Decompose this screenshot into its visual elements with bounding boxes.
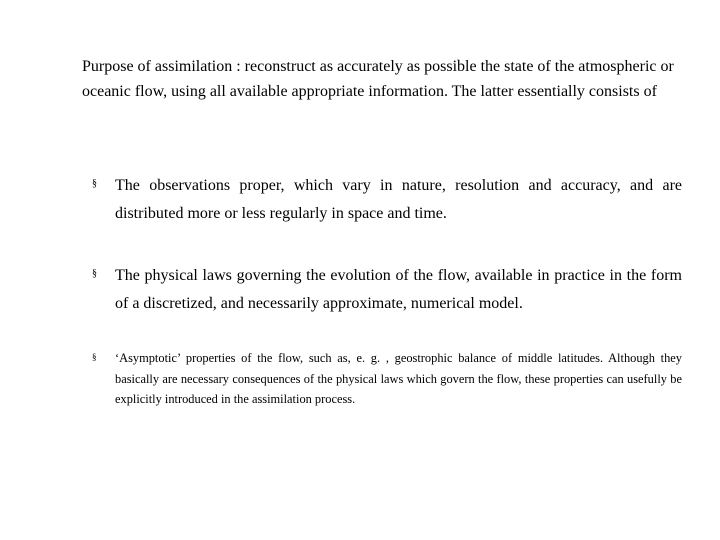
intro-paragraph: Purpose of assimilation : reconstruct as accurately as possible the state of the atmospheric or oceanic flow, using all available appropriate information. The latter essentially consists of	[82, 58, 674, 100]
bullet-text: The observations proper, which vary in nature, resolution and accuracy, and are distributed more or less regularly in space and time.	[115, 177, 682, 222]
bullet-marker: §	[92, 268, 97, 279]
bullet-item-physical-laws	[92, 262, 682, 318]
bullet-marker: §	[92, 178, 97, 189]
bullet-item-asymptotic-properties	[92, 348, 682, 410]
bullet-marker: §	[92, 352, 97, 362]
bullet-item-observations	[92, 172, 682, 228]
bullet-text: ‘Asymptotic’ properties of the flow, such as, e. g. , geostrophic balance of middle latitudes. Although they basically are necessary consequences of the physical laws which govern the flow, these properties can usefully be explicitly introduced in the assimilation process.	[115, 351, 682, 406]
bullet-text: The physical laws governing the evolution of the flow, available in practice in the form of a discretized, and necessarily approximate, numerical model.	[115, 267, 682, 312]
